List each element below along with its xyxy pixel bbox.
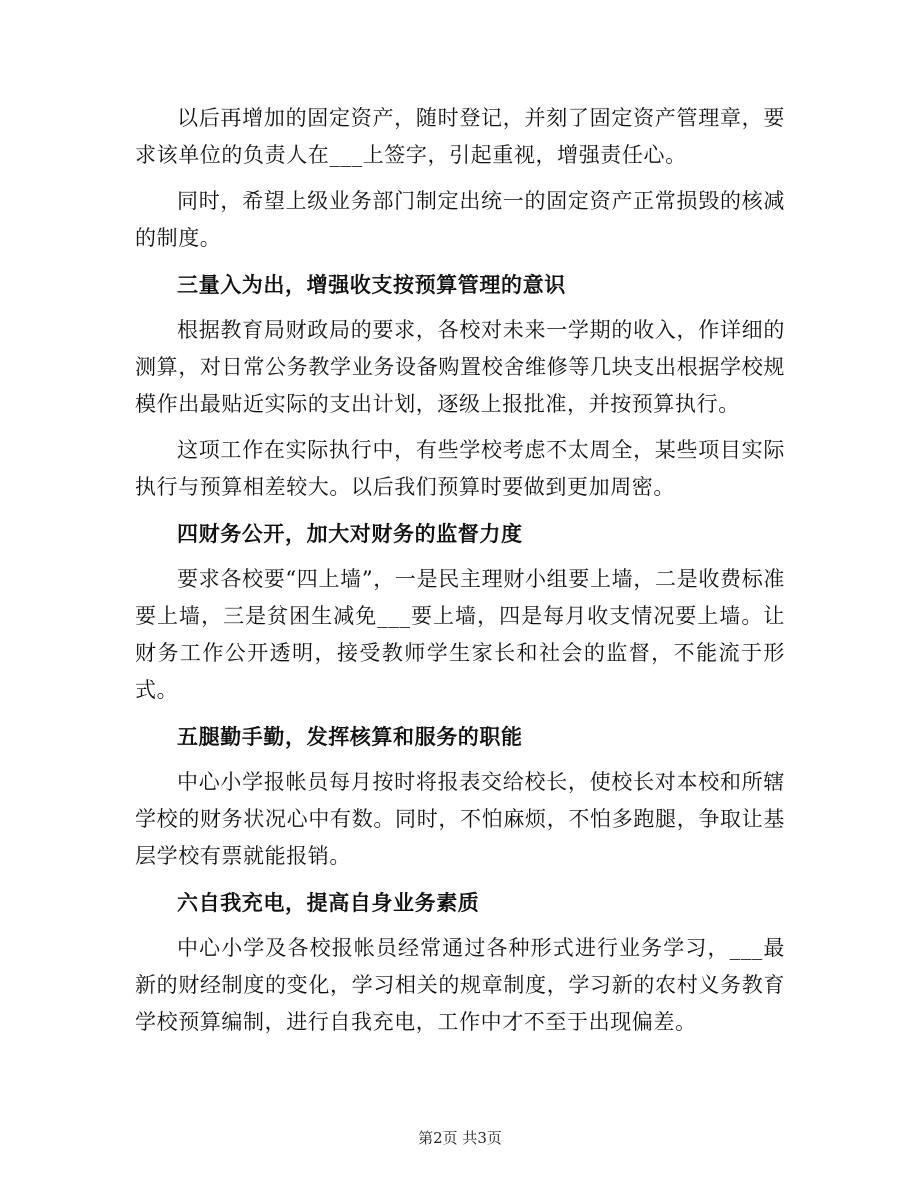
document-body xyxy=(135,100,785,1050)
section-heading-self-improvement: 六自我充电，提高自身业务素质 xyxy=(177,890,480,915)
page-number-footer: 第2页 共3页 xyxy=(418,1129,502,1147)
section-heading-financial-disclosure: 四财务公开，加大对财务的监督力度 xyxy=(177,521,523,546)
paragraph-four-on-wall: 要求各校要“四上墙”，一是民主理财小组要上墙，二是收费标准要上墙，三是贫困生减免___要上墙，四是每月收支情况要上墙。让财务工作公开透明，接受教师学生家长和社会的监督，不能流于形式。 xyxy=(135,567,785,702)
paragraph-budget-execution: 这项工作在实际执行中，有些学校考虑不太周全，某些项目实际执行与预算相差较大。以后我们预算时要做到更加周密。 xyxy=(135,438,785,499)
paragraph-fixed-asset-registration: 以后再增加的固定资产，随时登记，并刻了固定资产管理章，要求该单位的负责人在___上签字，引起重视，增强责任心。 xyxy=(135,106,785,167)
section-heading-budget: 三量入为出，增强收支按预算管理的意识 xyxy=(177,272,566,297)
paragraph-monthly-reports: 中心小学报帐员每月按时将报表交给校长，使校长对本校和所辖学校的财务状况心中有数。同时，不怕麻烦，不怕多跑腿，争取让基层学校有票就能报销。 xyxy=(135,770,785,868)
paragraph-budget-plan: 根据教育局财政局的要求，各校对未来一学期的收入，作详细的测算，对日常公务教学业务设备购置校舍维修等几块支出根据学校规模作出最贴近实际的支出计划，逐级上报批准，并按预算执行。 xyxy=(135,318,785,416)
section-heading-accounting-service: 五腿勤手勤，发挥核算和服务的职能 xyxy=(177,724,523,749)
paragraph-business-study: 中心小学及各校报帐员经常通过各种形式进行业务学习，___最新的财经制度的变化，学习相关的规章制度，学习新的农村义务教育学校预算编制，进行自我充电，工作中才不至于出现偏差。 xyxy=(135,936,785,1034)
paragraph-write-off-system: 同时，希望上级业务部门制定出统一的固定资产正常损毁的核减的制度。 xyxy=(135,189,785,250)
